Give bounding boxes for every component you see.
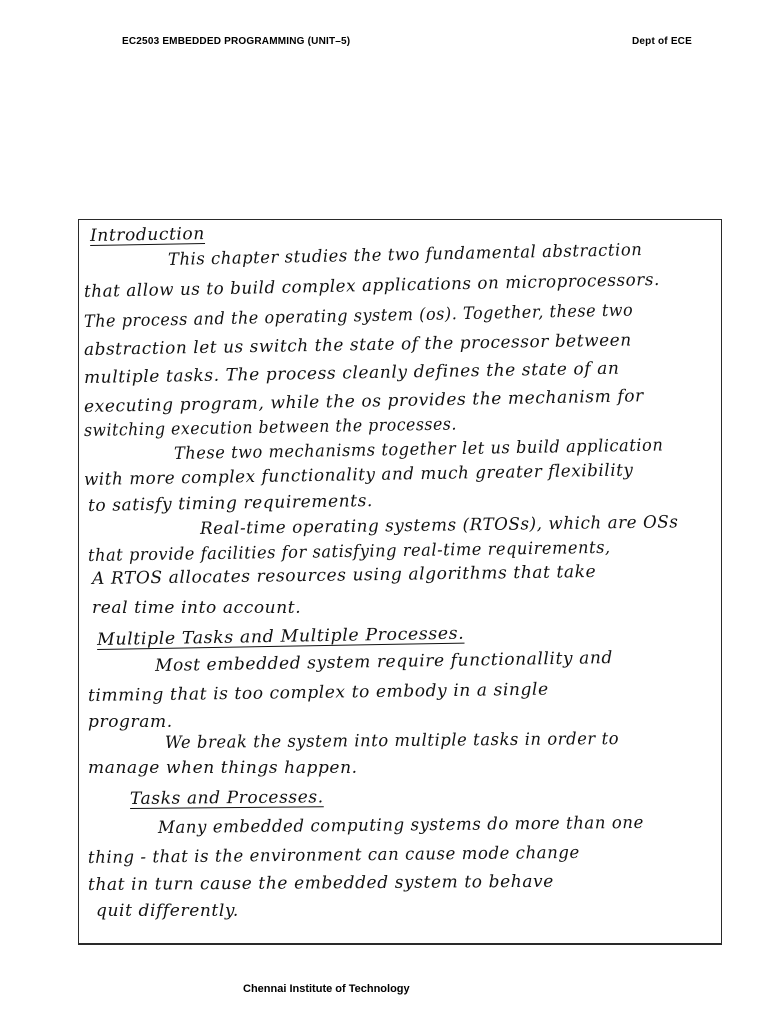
- processes-line: that in turn cause the embedded system to behave: [87, 871, 554, 895]
- intro-line: real time into account.: [92, 598, 302, 618]
- intro-line: to satisfy timing requirements.: [87, 491, 374, 516]
- intro-line: that allow us to build complex applications on microprocessors.: [83, 269, 661, 302]
- tasks-line: timming that is too complex to embody in a single: [87, 679, 549, 706]
- intro-line: abstraction let us switch the state of the processor between: [83, 330, 632, 360]
- multiple-tasks-heading: Multiple Tasks and Multiple Processes.: [96, 623, 465, 650]
- institution-footer: Chennai Institute of Technology: [243, 983, 410, 995]
- intro-line: This chapter studies the two fundamental abstraction: [167, 240, 643, 270]
- tasks-line: manage when things happen.: [88, 758, 358, 778]
- processes-line: Many embedded computing systems do more than one: [157, 812, 644, 838]
- tasks-line: program.: [88, 712, 173, 732]
- intro-line: multiple tasks. The process cleanly defines the state of an: [83, 358, 620, 388]
- introduction-heading: Introduction: [89, 223, 206, 246]
- tasks-line: We break the system into multiple tasks in order to: [164, 729, 620, 753]
- intro-line: A RTOS allocates resources using algorithms that take: [91, 561, 597, 589]
- tasks-line: Most embedded system require functionallity and: [154, 648, 614, 676]
- course-header: EC2503 EMBEDDED PROGRAMMING (UNIT–5): [122, 36, 351, 47]
- intro-line: with more complex functionality and much greater flexibility: [83, 460, 634, 490]
- intro-line: switching execution between the processes.: [83, 414, 458, 441]
- processes-line: quit differently.: [96, 901, 239, 921]
- intro-line: These two mechanisms together let us build application: [173, 435, 664, 464]
- tasks-and-processes-heading: Tasks and Processes.: [129, 787, 324, 809]
- intro-line: that provide facilities for satisfying real-time requirements,: [87, 537, 611, 566]
- processes-line: thing - that is the environment can cause mode change: [87, 842, 580, 868]
- department-header: Dept of ECE: [632, 36, 692, 47]
- intro-line: Real-time operating systems (RTOSs), which are OSs: [199, 512, 679, 539]
- intro-line: The process and the operating system (os). Together, these two: [83, 300, 634, 332]
- intro-line: executing program, while the os provides the mechanism for: [83, 386, 645, 417]
